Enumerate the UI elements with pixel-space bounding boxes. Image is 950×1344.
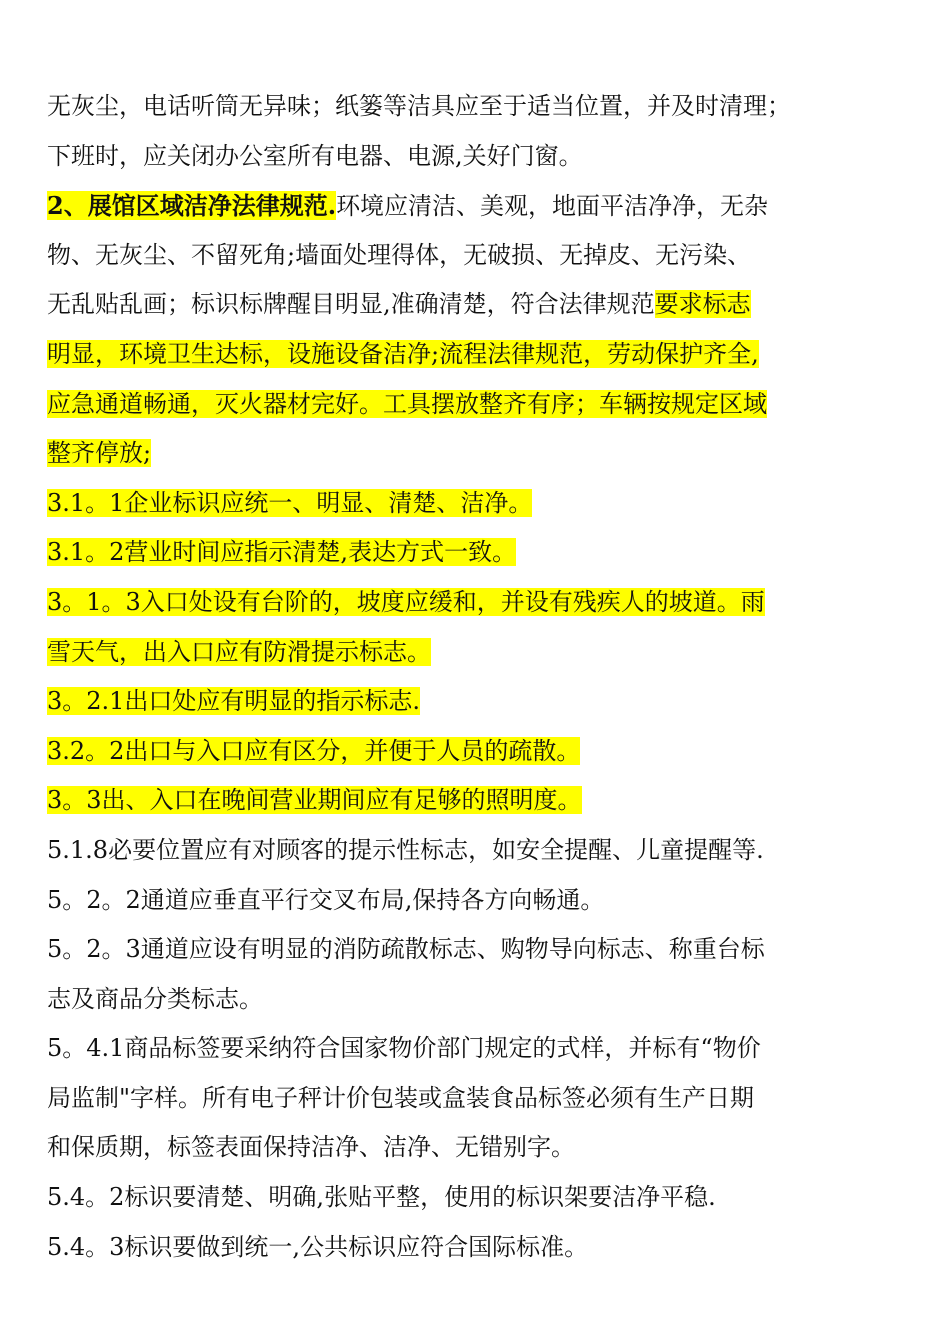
text-line — [47, 1173, 837, 1223]
text-segment: 5。2。3通道应设有明显的消防疏散标志、购物导向标志、称重台标 — [47, 935, 765, 964]
text-line — [47, 776, 837, 826]
text-line — [47, 82, 837, 132]
highlighted-text: 应急通道畅通，灭火器材完好。工具摆放整齐有序；车辆按规定区域 — [47, 389, 767, 418]
text-line — [47, 876, 837, 926]
text-segment: 志及商品分类标志。 — [47, 984, 263, 1013]
text-line — [47, 132, 837, 182]
text-line — [47, 628, 837, 678]
text-line — [47, 330, 837, 380]
text-segment: 5。2。2通道应垂直平行交叉布局,保持各方向畅通。 — [47, 885, 605, 914]
highlighted-text: 3.1。2营业时间应指示清楚,表达方式一致。 — [47, 538, 517, 567]
text-line — [47, 429, 837, 479]
text-line — [47, 826, 837, 876]
highlighted-text: 3。2.1出口处应有明显的指示标志. — [47, 687, 421, 716]
text-segment: 局监制"字样。所有电子秤计价包装或盒装食品标签必须有生产日期 — [47, 1083, 755, 1112]
text-line — [47, 181, 837, 231]
highlighted-text: 3。1。3入口处设有台阶的，坡度应缓和，并设有残疾人的坡道。雨 — [47, 587, 765, 616]
document-body — [47, 82, 837, 1272]
text-line — [47, 280, 837, 330]
text-segment: 和保质期，标签表面保持洁净、洁净、无错别字。 — [47, 1133, 575, 1162]
text-line — [47, 528, 837, 578]
text-segment: 物、无灰尘、不留死角;墙面处理得体，无破损、无掉皮、无污染、 — [47, 240, 752, 269]
highlighted-text: 2、展馆区域洁净法律规范. — [47, 191, 337, 221]
text-line — [47, 1024, 837, 1074]
text-line — [47, 231, 837, 281]
text-segment: 5.4。2标识要清楚、明确,张贴平整，使用的标识架要洁净平稳. — [47, 1183, 716, 1212]
highlighted-text: 3.1。1企业标识应统一、明显、清楚、洁净。 — [47, 488, 533, 517]
text-line — [47, 578, 837, 628]
highlighted-text: 雪天气，出入口应有防滑提示标志。 — [47, 637, 431, 666]
text-segment: 无灰尘，电话听筒无异味；纸篓等洁具应至于适当位置，并及时清理； — [47, 92, 791, 120]
highlighted-text: 整齐停放; — [47, 439, 152, 468]
text-segment: 无乱贴乱画；标识标牌醒目明显,准确清楚，符合法律规范 — [47, 290, 655, 319]
text-line — [47, 1123, 837, 1173]
text-segment: 5.1.8必要位置应有对顾客的提示性标志，如安全提醒、儿童提醒等. — [47, 835, 764, 864]
highlighted-text: 3。3出、入口在晚间营业期间应有足够的照明度。 — [47, 786, 582, 815]
text-line — [47, 479, 837, 529]
text-line — [47, 677, 837, 727]
text-line — [47, 1223, 837, 1273]
highlighted-text: 明显，环境卫生达标，设施设备洁净;流程法律规范，劳动保护齐全, — [47, 339, 759, 368]
text-segment: 5.4。3标识要做到统一,公共标识应符合国际标准。 — [47, 1232, 589, 1261]
text-line — [47, 1074, 837, 1124]
text-segment: 环境应清洁、美观，地面平洁净净，无杂 — [336, 192, 769, 221]
highlighted-text: 3.2。2出口与入口应有区分，并便于人员的疏散。 — [47, 736, 581, 765]
highlighted-text: 要求标志 — [654, 290, 751, 319]
text-line — [47, 380, 837, 430]
text-line — [47, 925, 837, 975]
text-segment: 下班时，应关闭办公室所有电器、电源,关好门窗。 — [47, 141, 583, 170]
text-line — [47, 975, 837, 1025]
text-segment: 5。4.1商品标签要采纳符合国家物价部门规定的式样，并标有“物价 — [47, 1034, 761, 1063]
text-line — [47, 727, 837, 777]
